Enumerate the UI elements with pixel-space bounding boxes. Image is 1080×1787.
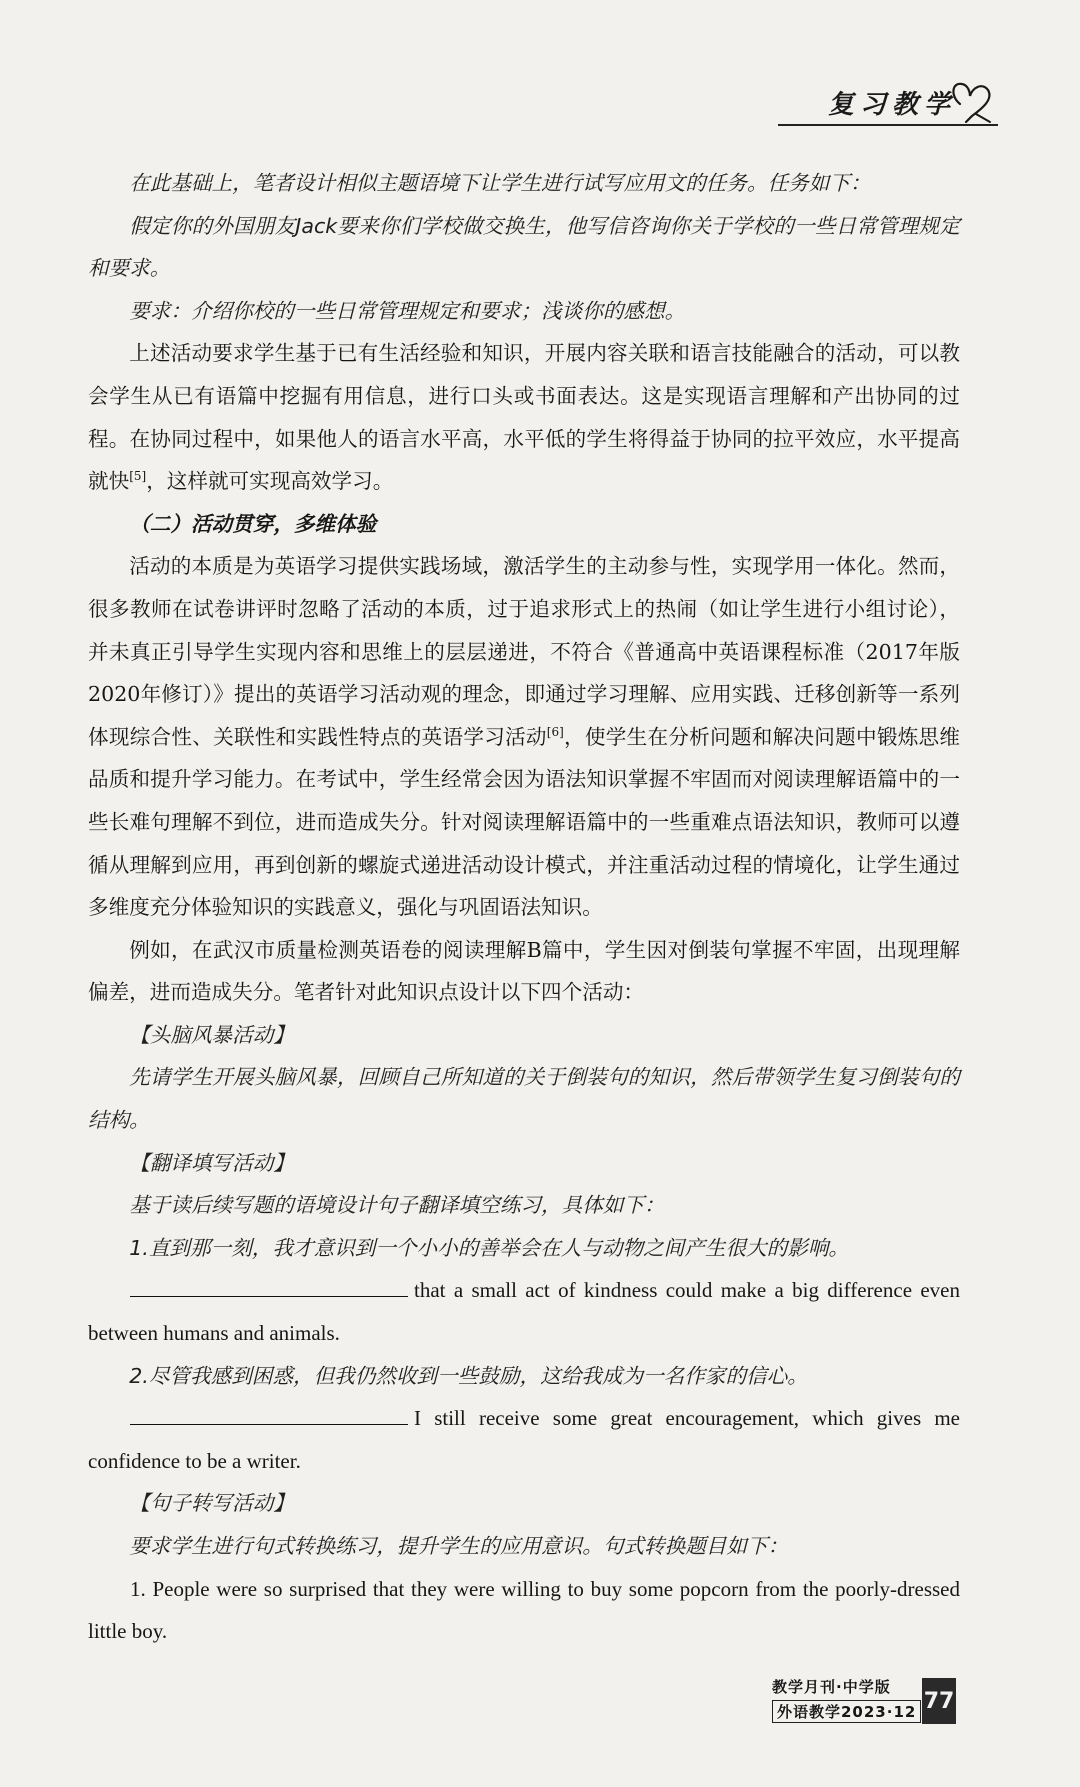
paragraph bbox=[88, 332, 960, 502]
journal-issue: 外语教学2023·12 bbox=[772, 1700, 921, 1723]
activity-heading: 【句子转写活动】 bbox=[129, 1491, 294, 1516]
citation: [5] bbox=[129, 469, 147, 484]
paragraph: 例如，在武汉市质量检测英语卷的阅读理解B篇中，学生因对倒装句掌握不牢固，出现理解偏差，进而造成失分。笔者针对此知识点设计以下四个活动： bbox=[88, 937, 960, 1005]
section-title: 复习教学 bbox=[827, 90, 956, 120]
activity-heading: 【头脑风暴活动】 bbox=[129, 1022, 294, 1047]
page-header bbox=[778, 80, 998, 140]
paragraph-text: ，这样就可实现高效学习。 bbox=[146, 469, 394, 494]
exercise-answer-line bbox=[88, 1269, 960, 1354]
section-heading: （二）活动贯穿，多维体验 bbox=[129, 511, 377, 536]
activity-heading: 【翻译填写活动】 bbox=[129, 1150, 294, 1175]
heart-doodle-icon bbox=[946, 74, 998, 126]
paragraph-text: 活动的本质是为英语学习提供实践场域，激活学生的主动参与性，实现学用一体化。然而，很多教师在试卷讲评时忽略了活动的本质，过于追求形式上的热闹（如让学生进行小组讨论），并未真正引导学生实现内容和思维上的层层递进，不符合《普通高中英语课程标准（2017年版2020年修订）》提出的英语学习活动观的理念，即通过学习理解、应用实践、迁移创新等一系列体现综合性、关联性和实践性特点的英语学习活动 bbox=[88, 554, 960, 749]
task-prompt: 假定你的外国朋友Jack要来你们学校做交换生，他写信咨询你关于学校的一些日常管理规定和要求。 bbox=[88, 213, 960, 281]
paragraph: 基于读后续写题的语境设计句子翻译填空练习，具体如下： bbox=[129, 1193, 665, 1218]
exercise-item: 1. People were so surprised that they were willing to buy some popcorn from the poorly-dressed little boy. bbox=[88, 1576, 960, 1644]
exercise-text: I still receive some great encouragement, which gives me confidence to be a writer. bbox=[88, 1406, 960, 1473]
answer-blank bbox=[130, 1406, 408, 1425]
answer-blank bbox=[130, 1278, 408, 1297]
page-footer bbox=[772, 1676, 972, 1746]
paragraph: 在此基础上，笔者设计相似主题语境下让学生进行试写应用文的任务。任务如下： bbox=[129, 171, 871, 195]
paragraph-text: ，使学生在分析问题和解决问题中锻炼思维品质和提升学习能力。在考试中，学生经常会因为语法知识掌握不牢固而对阅读理解语篇中的一些长难句理解不到位，进而造成失分。针对阅读理解语篇中的一些重难点语法知识，教师可以遵循从理解到应用，再到创新的螺旋式递进活动设计模式，并注重活动过程的情境化，让学生通过多维度充分体验知识的实践意义，强化与巩固语法知识。 bbox=[88, 724, 960, 920]
exercise-text: that a small act of kindness could make a big difference even between humans and animals. bbox=[88, 1278, 960, 1346]
exercise-item: 1.直到那一刻，我才意识到一个小小的善举会在人与动物之间产生很大的影响。 bbox=[129, 1235, 850, 1260]
task-requirement: 要求：介绍你校的一些日常管理规定和要求；浅谈你的感想。 bbox=[129, 298, 686, 323]
header-rule bbox=[778, 124, 998, 126]
exercise-item: 2.尽管我感到困惑，但我仍然收到一些鼓励，这给我成为一名作家的信心。 bbox=[129, 1363, 808, 1388]
journal-name: 教学月刊·中学版 bbox=[772, 1678, 891, 1696]
exercise-answer-line bbox=[88, 1397, 960, 1482]
page-number: 77 bbox=[922, 1678, 956, 1724]
paragraph bbox=[88, 545, 960, 928]
citation: [6] bbox=[546, 724, 564, 739]
paragraph-text: 上述活动要求学生基于已有生活经验和知识，开展内容关联和语言技能融合的活动，可以教会学生从已有语篇中挖掘有用信息，进行口头或书面表达。这是实现语言理解和产出协同的过程。在协同过程中，如果他人的语言水平高，水平低的学生将得益于协同的拉平效应，水平提高就快 bbox=[88, 341, 960, 494]
article-body bbox=[88, 162, 960, 1653]
paragraph: 先请学生开展头脑风暴，回顾自己所知道的关于倒装句的知识，然后带领学生复习倒装句的结构。 bbox=[88, 1065, 960, 1133]
paragraph: 要求学生进行句式转换练习，提升学生的应用意识。句式转换题目如下： bbox=[129, 1534, 789, 1558]
